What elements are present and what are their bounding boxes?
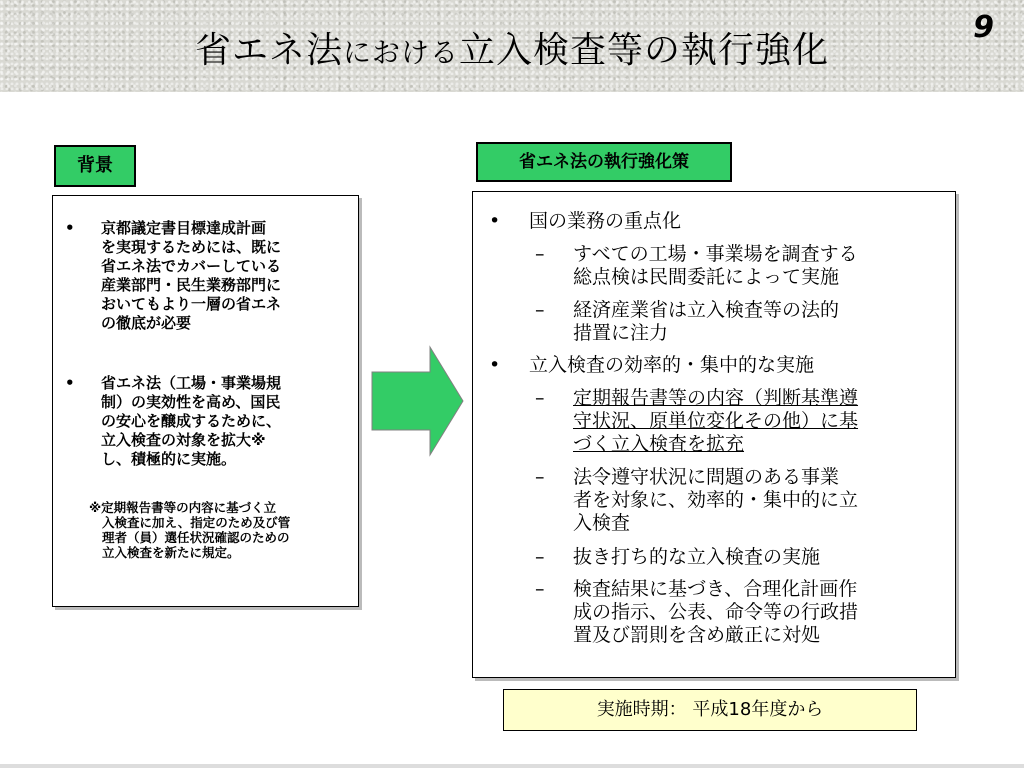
line: 者を対象に、効率的・集中的に立 [573, 489, 859, 511]
background-note [89, 500, 290, 560]
line: すべての工場・事業場を調査する [573, 243, 858, 265]
background-bullet-1 [65, 219, 282, 333]
line: 総点検は民間委託によって実施 [573, 266, 840, 288]
bullet-dot: • [489, 354, 501, 376]
policy-sub-2-3 [535, 546, 821, 569]
bullet-dot: • [489, 210, 501, 232]
policy-sub-1-2 [535, 299, 840, 345]
background-label: 背景 [54, 145, 136, 187]
slide-title [0, 22, 1024, 73]
dash-mark: – [535, 387, 545, 409]
bullet-dot: • [65, 374, 75, 392]
dash-mark: – [535, 243, 545, 265]
line: の徹底が必要 [101, 314, 192, 332]
policy-sub-2-4 [535, 578, 859, 647]
policy-sub-2-1 [535, 387, 859, 456]
title-part1: 省エネ法 [194, 30, 343, 71]
policy-label: 省エネ法の執行強化策 [476, 142, 732, 182]
note-line: 理者（員）選任状況確認のための [102, 530, 290, 545]
policy-item-1 [489, 210, 682, 233]
page-number: 9 [973, 10, 994, 45]
line: 成の指示、公表、命令等の行政措 [573, 601, 859, 623]
line: 措置に注力 [573, 322, 669, 344]
line: 守状況、原単位変化その他）に基 [573, 410, 859, 432]
line: を実現するためには、既に [101, 238, 282, 256]
line: の安心を醸成するために、 [101, 412, 282, 430]
line: 抜き打ち的な立入検査の実施 [573, 546, 821, 568]
line: 国の業務の重点化 [529, 210, 682, 232]
right-arrow-icon [370, 345, 466, 457]
line: 省エネ法（工場・事業場規 [101, 374, 282, 392]
bullet-dot: • [65, 219, 75, 237]
dash-mark: – [535, 578, 545, 600]
footer-line [0, 764, 1024, 768]
line: 京都議定書目標達成計画 [101, 219, 267, 237]
note-line: 立入検査を新たに規定。 [102, 545, 240, 560]
line: 法令遵守状況に問題のある事業 [573, 466, 840, 488]
title-part2: における [342, 36, 459, 69]
policy-panel [472, 191, 956, 678]
policy-sub-1-1 [535, 243, 858, 289]
dash-mark: – [535, 299, 545, 321]
background-panel [52, 195, 359, 607]
line: し、積極的に実施。 [101, 450, 237, 468]
background-bullet-2 [65, 374, 282, 469]
title-part3: 立入検査等の執行強化 [459, 30, 830, 71]
line: 立入検査の効率的・集中的な実施 [529, 354, 815, 376]
note-line: 入検査に加え、指定のため及び管 [102, 515, 291, 530]
line: 定期報告書等の内容（判断基準遵 [573, 387, 859, 409]
dash-mark: – [535, 466, 545, 488]
line: 置及び罰則を含め厳正に対処 [573, 624, 821, 646]
policy-sub-2-2 [535, 466, 859, 535]
line: づく立入検査を拡充 [573, 433, 745, 455]
line: おいてもより一層の省エネ [101, 295, 282, 313]
policy-item-2 [489, 354, 815, 377]
note-line: ※定期報告書等の内容に基づく立 [89, 500, 277, 515]
line: 立入検査の対象を拡大※ [101, 431, 266, 449]
line: 制）の実効性を高め、国民 [101, 393, 281, 411]
dash-mark: – [535, 546, 545, 568]
line: 経済産業省は立入検査等の法的 [573, 299, 840, 321]
implementation-period: 実施時期： 平成18年度から [503, 689, 917, 731]
line: 入検査 [573, 512, 631, 534]
line: 検査結果に基づき、合理化計画作 [573, 578, 858, 600]
line: 省エネ法でカバーしている [101, 257, 282, 275]
line: 産業部門・民生業務部門に [101, 276, 282, 294]
